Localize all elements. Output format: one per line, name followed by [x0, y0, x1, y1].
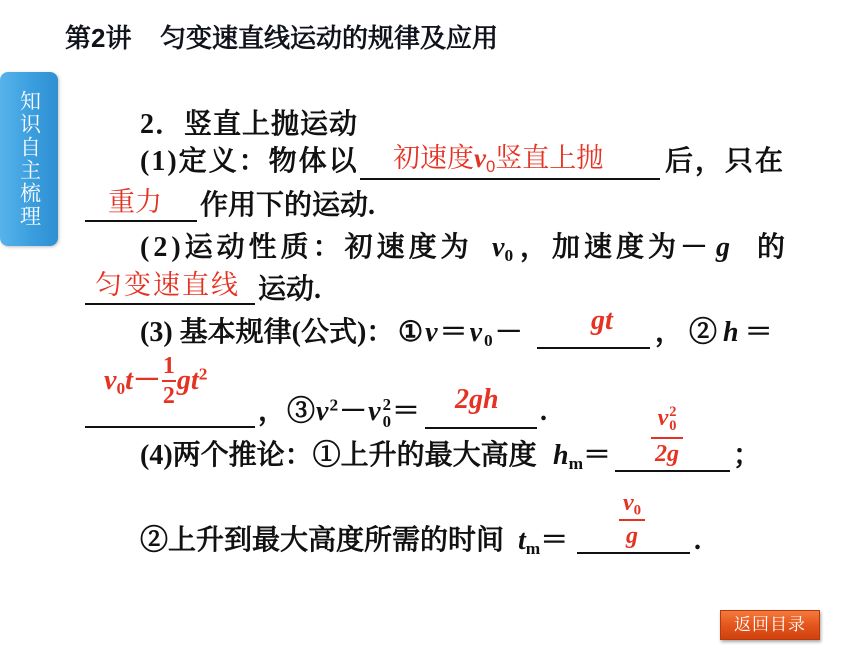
- answer-blank-line: [85, 220, 197, 222]
- var-v: v: [316, 396, 330, 427]
- var-t: t: [125, 365, 133, 396]
- motion-property-label: (2)运动性质：初速度为: [140, 232, 473, 263]
- script-stack: [382, 394, 392, 431]
- velocity-displacement-formula: [258, 396, 421, 430]
- var-v: v: [368, 396, 382, 427]
- basic-laws-label: (3) 基本规律(公式)：: [140, 317, 395, 348]
- formula-marker-2: ，②: [655, 317, 724, 348]
- formula-run-v0t: [104, 365, 161, 397]
- minus-sign: －: [339, 396, 369, 427]
- answer-blank-line: [425, 427, 537, 429]
- answer-uniform-acceleration: 匀变速直线: [95, 270, 240, 300]
- answer-blank-line: [537, 347, 650, 349]
- fraction-denominator: g: [626, 523, 639, 550]
- subscript-0: 0: [484, 331, 495, 351]
- period: .: [540, 396, 547, 427]
- fraction-bar: [651, 437, 683, 439]
- motion-property-text: ，加速度为－: [520, 232, 713, 263]
- formula-marker-3: ，③: [258, 396, 317, 427]
- section-tab-knowledge-review[interactable]: [0, 72, 58, 246]
- var-g: g: [176, 365, 191, 396]
- displacement-formula-lhs: [655, 317, 779, 349]
- motion-property-tail: 的: [757, 232, 786, 263]
- answer-blank-line: [360, 178, 660, 180]
- motion-property-end: 运动.: [258, 274, 322, 305]
- lecture-title: 匀变速直线运动的规律及应用: [160, 23, 499, 53]
- fraction-numerator: [623, 490, 642, 519]
- corollary-rise-time-label: ②上升到最大高度所需的时间: [140, 525, 505, 556]
- var-v: v: [623, 490, 634, 516]
- fraction-numerator: [658, 405, 677, 434]
- var-v: v: [474, 143, 486, 173]
- definition-text-after: 后，只在: [665, 146, 786, 177]
- var-h: h: [723, 317, 745, 348]
- superscript-2: 2: [382, 394, 392, 414]
- var-v: v: [657, 405, 669, 431]
- var-h: h: [553, 440, 569, 471]
- var-g: g: [716, 232, 730, 263]
- answer-text: 初速度: [393, 143, 474, 173]
- back-to-contents-label: 返回目录: [734, 615, 806, 634]
- corollary-max-height-label: (4)两个推论：①上升的最大高度: [140, 440, 537, 471]
- var-t: t: [190, 365, 199, 396]
- max-height-symbol: [553, 440, 611, 472]
- answer-rise-time-fraction: [619, 490, 645, 550]
- initial-velocity-symbol: [492, 232, 513, 264]
- subscript-0: 0: [633, 502, 642, 519]
- fraction-bar: [619, 519, 645, 521]
- superscript-2: 2: [198, 364, 208, 384]
- formula-marker-1: ①: [398, 317, 426, 348]
- var-v: v: [492, 232, 505, 263]
- back-to-contents-button[interactable]: [720, 610, 820, 640]
- formula-run-gt2: [177, 365, 207, 397]
- rise-time-symbol: [518, 525, 568, 557]
- answer-gt: gt: [591, 305, 613, 336]
- subscript-m: m: [525, 539, 541, 559]
- minus-sign: －: [494, 317, 525, 348]
- equals-sign: ＝: [439, 317, 470, 348]
- answer-gravity: 重力: [108, 187, 162, 217]
- minus-sign: －: [132, 365, 161, 396]
- superscript-2: 2: [329, 395, 340, 415]
- equals-sign: ＝: [540, 525, 569, 556]
- subscript-0: 0: [504, 246, 514, 266]
- definition-label: (1)定义：物体以: [140, 146, 359, 177]
- equals-sign: ＝: [583, 440, 612, 471]
- velocity-formula: [398, 317, 525, 349]
- answer-initial-velocity-upward: [393, 142, 604, 177]
- equals-sign: ＝: [391, 396, 421, 427]
- answer-blank-line: [85, 303, 255, 305]
- answer-blank-line: [577, 552, 690, 554]
- lecture-number: 第2讲: [65, 23, 132, 53]
- answer-max-height-fraction: [651, 405, 683, 467]
- fraction-one-half: [162, 354, 176, 408]
- answer-2gh: 2gh: [455, 384, 499, 415]
- fraction-numerator: 1: [162, 353, 175, 379]
- answer-text: 竖直上抛: [495, 143, 604, 173]
- answer-blank-line: [85, 426, 255, 428]
- script-stack: [669, 405, 676, 434]
- fraction-bar: [162, 380, 176, 382]
- subscript-0: 0: [116, 379, 126, 399]
- subscript-0: 0: [669, 418, 677, 435]
- var-t: t: [518, 525, 526, 556]
- period: .: [694, 525, 701, 556]
- var-v: v: [469, 317, 484, 348]
- semicolon: ；: [733, 440, 762, 471]
- definition-text-end: 作用下的运动.: [200, 190, 376, 221]
- fraction-denominator: 2: [162, 383, 175, 409]
- answer-blank-line: [615, 470, 730, 472]
- equals-sign: ＝: [744, 317, 779, 348]
- subscript-0: 0: [485, 157, 496, 177]
- answer-displacement-formula: [104, 350, 207, 412]
- section-tab-label: 知识自主梳理: [17, 90, 41, 228]
- subscript-m: m: [568, 454, 584, 474]
- fraction-denominator: 2g: [655, 440, 679, 467]
- section-heading: 2．竖直上抛运动: [140, 109, 359, 140]
- superscript-2: 2: [669, 404, 677, 421]
- var-v: v: [104, 365, 117, 396]
- subscript-0: 0: [382, 411, 392, 431]
- var-v: v: [425, 317, 440, 348]
